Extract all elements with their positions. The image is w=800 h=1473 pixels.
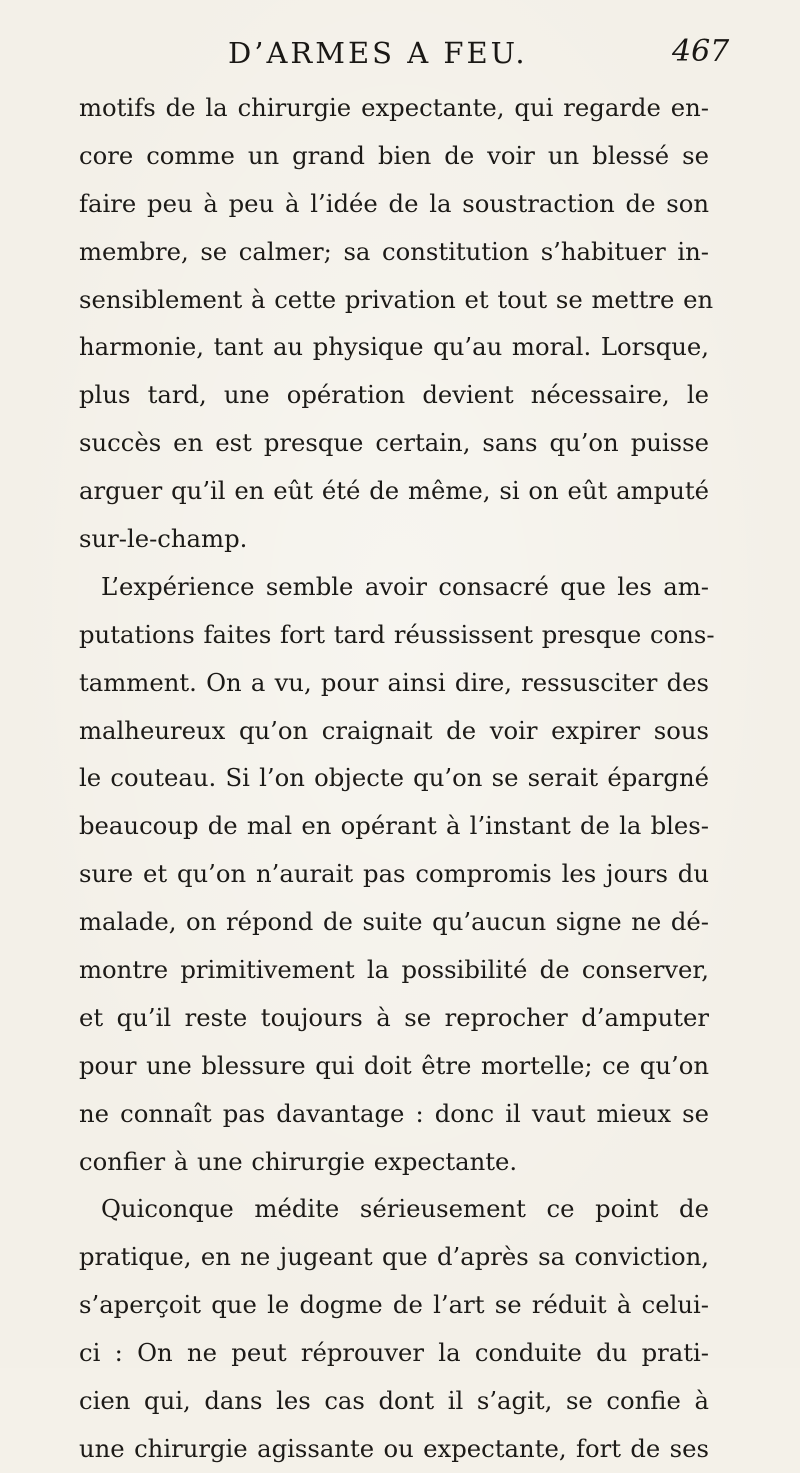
- text-line: ne connaît pas davantage : donc il vaut mieux se: [79, 1098, 709, 1128]
- text-line: succès en est presque certain, sans qu’on puisse: [79, 428, 709, 458]
- text-line: montre primitivement la possibilité de conserver,: [79, 955, 709, 985]
- text-line: et qu’il reste toujours à se reprocher d’amputer: [79, 1002, 709, 1032]
- text-line: arguer qu’il en eût été de même, si on eût amputé: [79, 476, 709, 506]
- text-line: harmonie, tant au physique qu’au moral. Lorsque,: [79, 332, 709, 362]
- text-line: s’aperçoit que le dogme de l’art se réduit à celui-: [79, 1290, 709, 1320]
- text-line: tamment. On a vu, pour ainsi dire, ressusciter des: [79, 667, 709, 697]
- text-line: sur-le-champ.: [79, 524, 248, 554]
- text-line: le couteau. Si l’on objecte qu’on se serait épargné: [79, 763, 709, 793]
- page-number: 467: [672, 34, 730, 69]
- text-line: plus tard, une opération devient nécessaire, le: [79, 380, 709, 410]
- text-line: confier à une chirurgie expectante.: [79, 1146, 518, 1176]
- text-line: putations faites fort tard réussissent presque cons-: [79, 619, 715, 649]
- text-line: pour une blessure qui doit être mortelle; ce qu’on: [79, 1050, 709, 1080]
- text-line: membre, se calmer; sa constitution s’habituer in-: [79, 236, 709, 266]
- text-line: ci : On ne peut réprouver la conduite du prati-: [79, 1338, 709, 1368]
- text-line: faire peu à peu à l’idée de la soustraction de son: [79, 188, 709, 218]
- page-header: [0, 30, 800, 80]
- running-head: D’ARMES A FEU.: [228, 36, 528, 70]
- text-line: motifs de la chirurgie expectante, qui regarde en-: [79, 93, 709, 122]
- text-line: pratique, en ne jugeant que d’après sa conviction,: [79, 1242, 709, 1272]
- text-line: cien qui, dans les cas dont il s’agit, se confie à: [79, 1386, 709, 1416]
- text-line: beaucoup de mal en opérant à l’instant de la bles-: [79, 811, 709, 841]
- text-line: malheureux qu’on craignait de voir expirer sous: [79, 715, 709, 745]
- body-text: [79, 84, 715, 1473]
- text-line: malade, on répond de suite qu’aucun signe ne dé-: [79, 907, 709, 937]
- text-line: core comme un grand bien de voir un blessé se: [79, 140, 709, 170]
- text-line: L’expérience semble avoir consacré que les am-: [101, 571, 709, 601]
- text-line: sensiblement à cette privation et tout se mettre en: [79, 284, 714, 314]
- text-line: une chirurgie agissante ou expectante, fort de ses: [79, 1433, 709, 1463]
- text-line: sure et qu’on n’aurait pas compromis les jours du: [79, 859, 709, 889]
- text-line: Quiconque médite sérieusement ce point de: [101, 1194, 709, 1224]
